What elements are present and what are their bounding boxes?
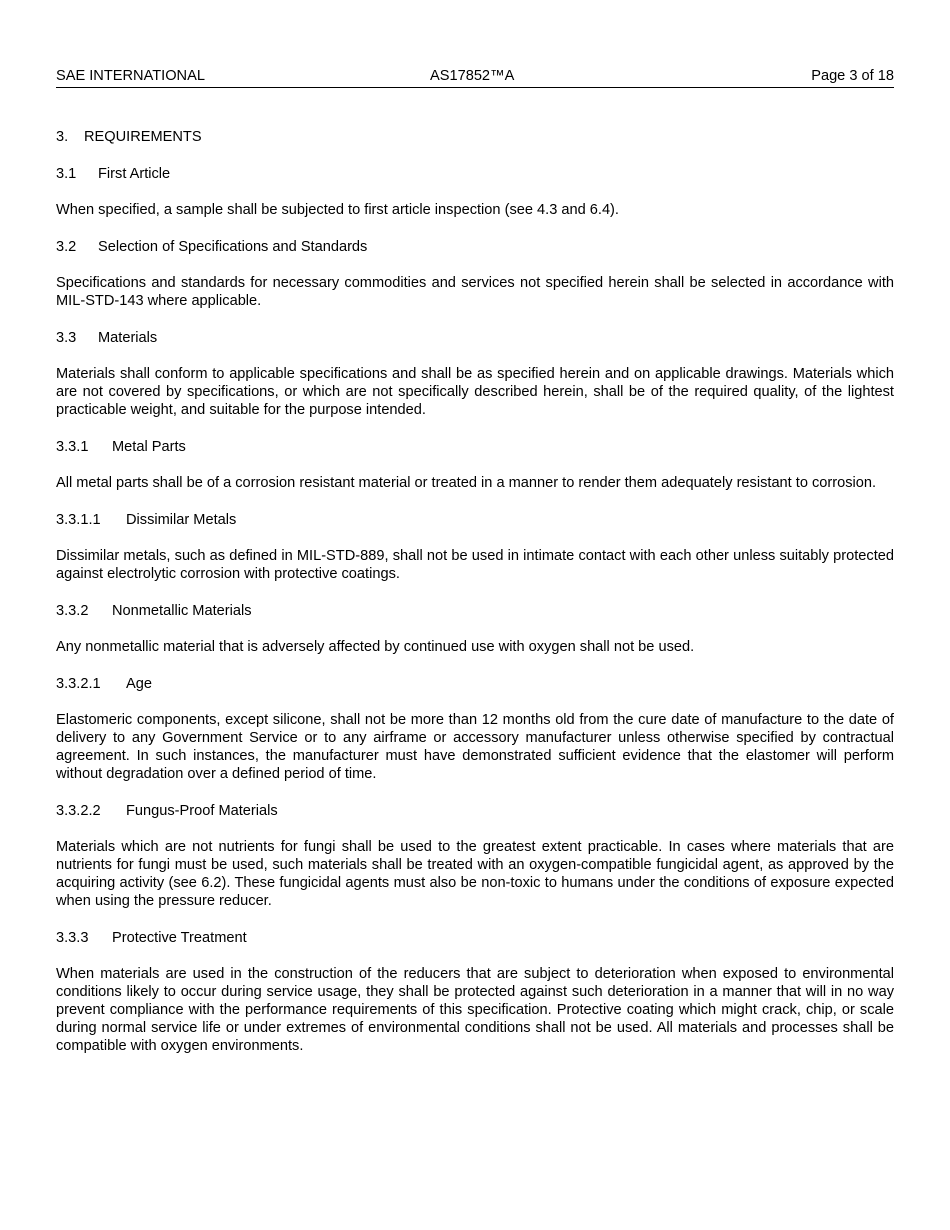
section-paragraph: Any nonmetallic material that is adversely affected by continued use with oxygen shall not be used.	[56, 639, 695, 655]
section-number: 3.3.2.1	[56, 675, 101, 692]
section-heading	[56, 329, 894, 347]
page-header	[56, 67, 894, 88]
header-page-number: Page 3 of 18	[811, 68, 894, 84]
section-heading	[56, 602, 894, 620]
header-doc-id: AS17852™A	[430, 68, 515, 84]
section-title: Materials	[98, 329, 158, 346]
section-paragraph: When materials are used in the construction of the reducers that are subject to deterioration when exposed to environmental conditions likely to occur during service usage, they shall be protected against such deterioration in a manner that will in no way prevent compliance with the performance requirements of this specification. Protective coating which might crack, chip, or scale during normal service life or under extremes of environmental conditions shall not be used. All materials and processes shall be compatible with oxygen environments.	[56, 966, 894, 1054]
section-heading	[56, 165, 894, 183]
section-number: 3.3.1	[56, 438, 89, 455]
section-number: 3.2	[56, 238, 77, 255]
section-title: First Article	[98, 165, 171, 182]
section-heading	[56, 802, 894, 820]
section-title: Nonmetallic Materials	[112, 602, 252, 619]
section-number: 3.3.3	[56, 929, 89, 946]
section-title: Dissimilar Metals	[126, 511, 237, 528]
section-number: 3.	[56, 129, 69, 145]
section-paragraph: When specified, a sample shall be subjected to first article inspection (see 4.3 and 6.4).	[56, 202, 619, 218]
section-heading	[56, 511, 894, 529]
section-heading	[56, 929, 894, 947]
section-title: Selection of Specifications and Standards	[98, 238, 368, 255]
section-number: 3.3.2.2	[56, 802, 101, 819]
section-paragraph: Specifications and standards for necessary commodities and services not specified herein shall be selected in accordance with MIL-STD-143 where applicable.	[56, 275, 894, 309]
section-paragraph: All metal parts shall be of a corrosion resistant material or treated in a manner to render them adequately resistant to corrosion.	[56, 475, 877, 491]
section-heading	[56, 128, 894, 146]
section-number: 3.3.2	[56, 602, 89, 619]
section-title: Protective Treatment	[112, 929, 247, 946]
section-heading	[56, 675, 894, 693]
section-title: Metal Parts	[112, 438, 186, 455]
section-title: Age	[126, 675, 152, 692]
section-paragraph: Materials shall conform to applicable specifications and shall be as specified herein and on applicable drawings. Materials which are not covered by specifications, or which are not specifically described herein, shall be of the required quality, of the lightest practicable weight, and suitable for the purpose intended.	[56, 366, 894, 418]
header-org: SAE INTERNATIONAL	[56, 68, 205, 84]
section-paragraph: Dissimilar metals, such as defined in MIL-STD-889, shall not be used in intimate contact with each other unless suitably protected against electrolytic corrosion with protective coatings.	[56, 548, 894, 582]
section-number: 3.1	[56, 165, 77, 182]
section-heading	[56, 238, 894, 256]
section-paragraph: Materials which are not nutrients for fungi shall be used to the greatest extent practicable. In cases where materials that are nutrients for fungi must be used, such materials shall be treated with an oxygen-compatible fungicidal agent, as approved by the acquiring activity (see 6.2). These fungicidal agents must also be non-toxic to humans under the conditions of exposure expected when using the pressure reducer.	[56, 839, 894, 909]
section-number: 3.3.1.1	[56, 511, 101, 528]
section-title: Fungus-Proof Materials	[126, 802, 278, 819]
section-paragraph: Elastomeric components, except silicone, shall not be more than 12 months old from the cure date of manufacture to the date of delivery to any Government Service or to any airframe or accessory manufacturer unless otherwise specified by contractual agreement. In such instances, the manufacturer must have demonstrated sufficient evidence that the elastomer will perform without degradation over a defined period of time.	[56, 712, 894, 782]
section-number: 3.3	[56, 329, 77, 346]
document-body	[56, 128, 894, 1055]
section-heading	[56, 438, 894, 456]
section-title: REQUIREMENTS	[84, 129, 202, 145]
